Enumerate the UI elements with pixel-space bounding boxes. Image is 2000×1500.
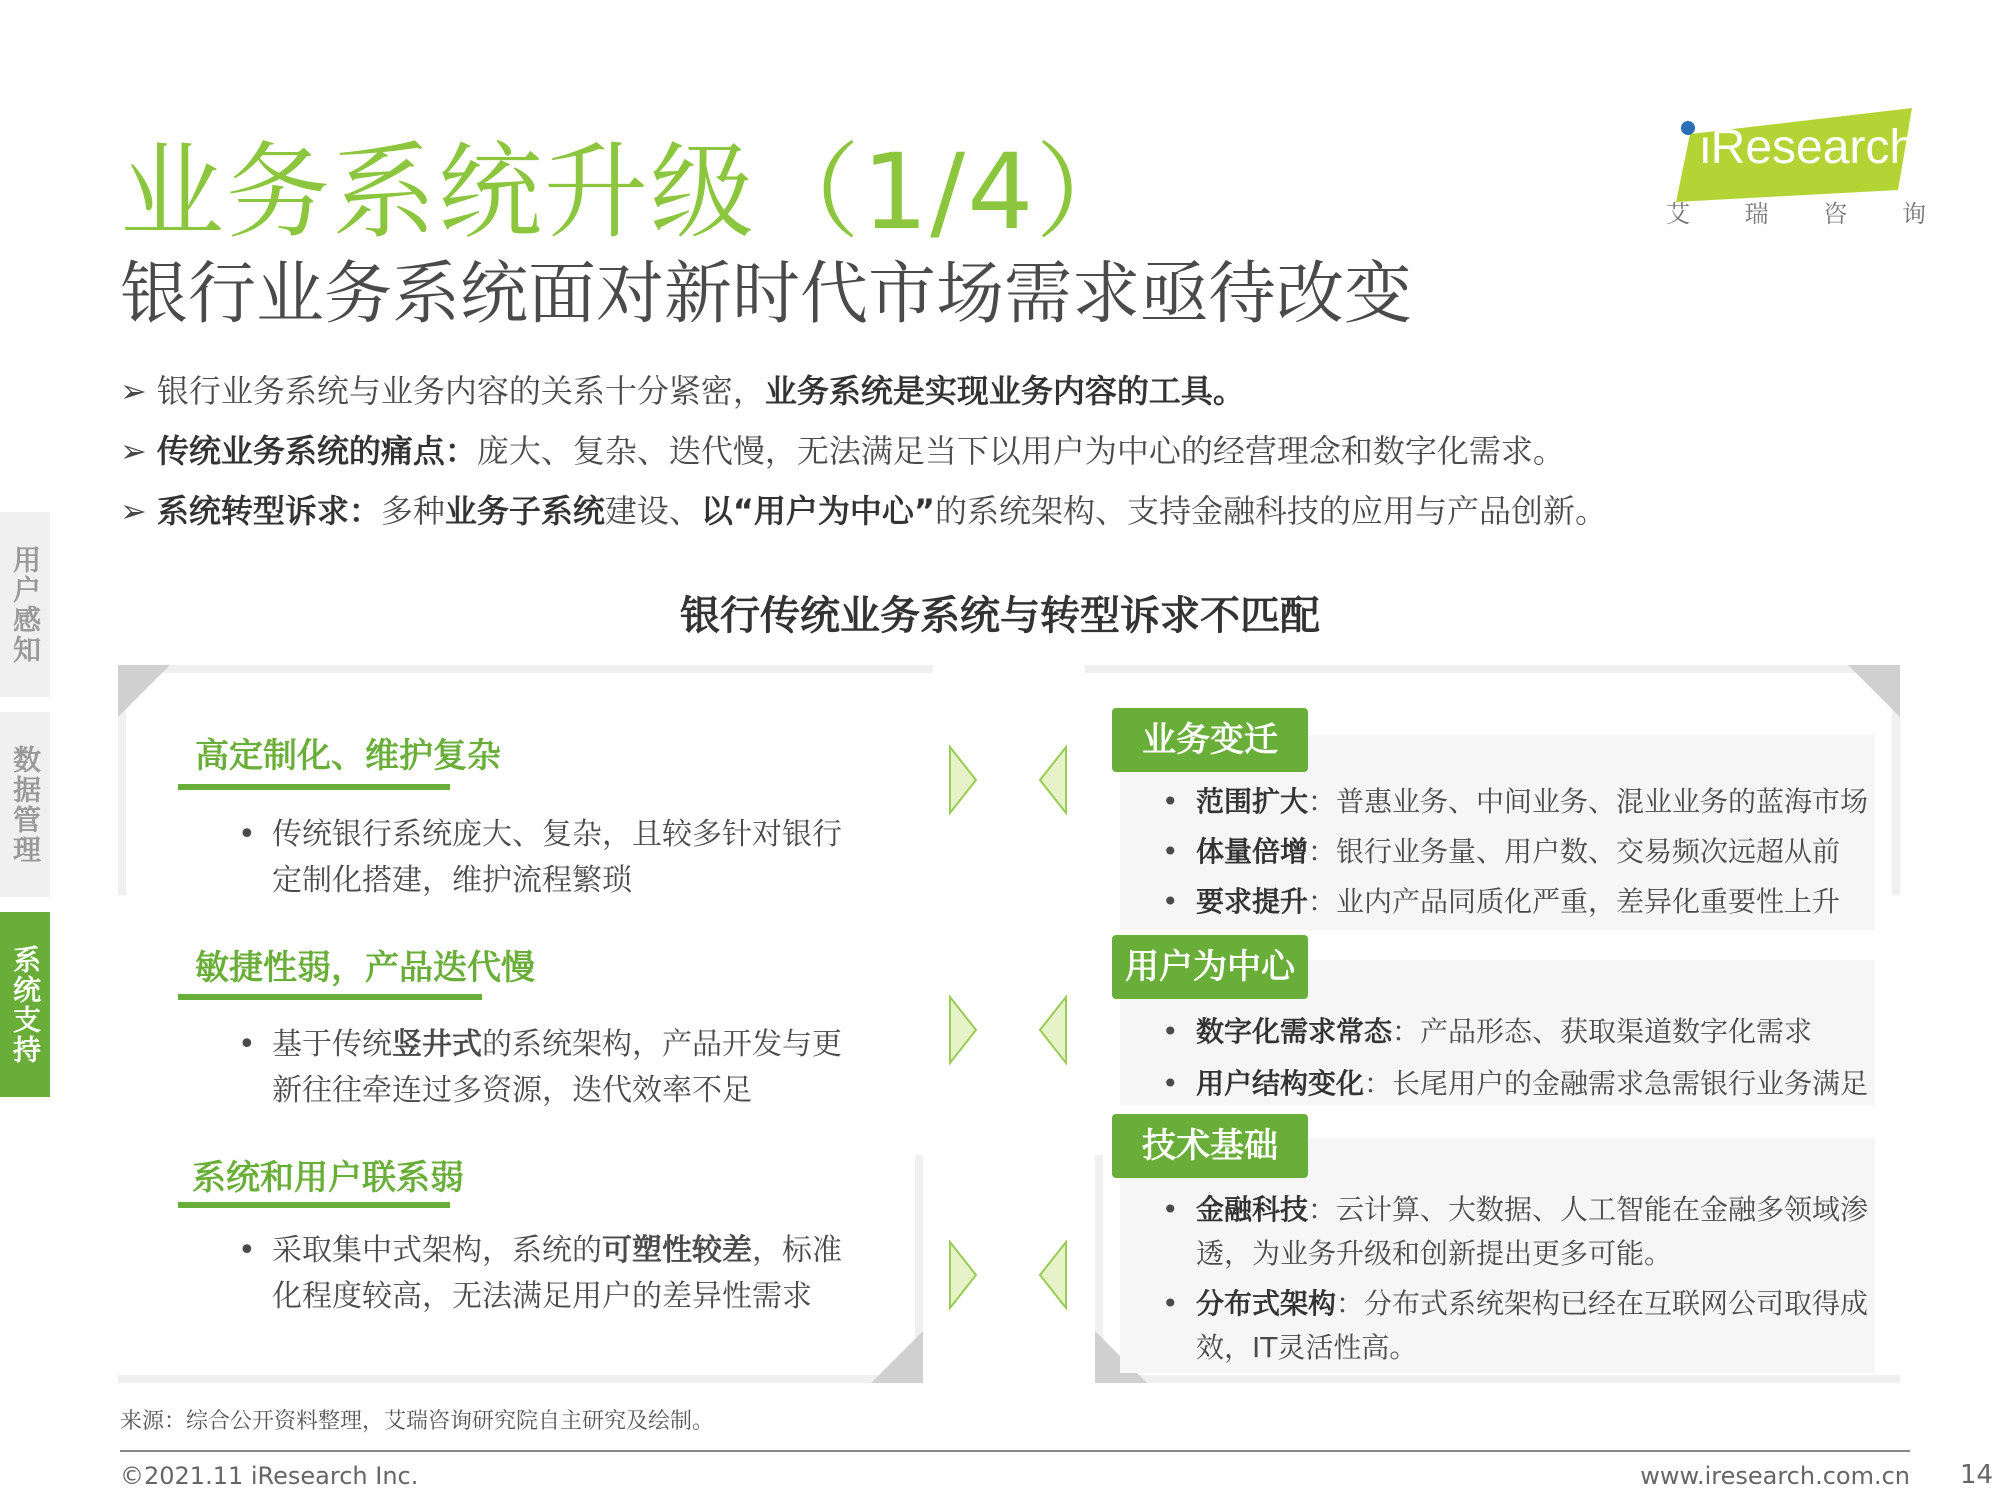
bullet-dot-icon: • bbox=[1162, 885, 1179, 918]
logo-char: 询 bbox=[1901, 200, 1926, 228]
logo-wordmark: iResearch bbox=[1700, 121, 1917, 174]
requirement-line: • 金融科技：云计算、大数据、人工智能在金融多领域渗透，为业务升级和创新提出更多可能。 bbox=[1196, 1188, 1876, 1276]
page-number: 14 bbox=[1960, 1460, 1994, 1490]
bullet-dot-icon: • bbox=[1162, 835, 1179, 868]
pain-point-heading: 高定制化、维护复杂 bbox=[195, 736, 501, 776]
bullet-dot-icon: • bbox=[1162, 1193, 1179, 1226]
panel-border-bottom bbox=[1095, 1375, 1900, 1383]
panel-border-bottom bbox=[118, 1375, 923, 1383]
pain-point-desc: • 采取集中式架构，系统的可塑性较差，标准化程度较高，无法满足用户的差异性需求 bbox=[272, 1228, 852, 1320]
requirement-line: • 要求提升：业内产品同质化严重，差异化重要性上升 bbox=[1196, 880, 1876, 924]
side-tab-system-support[interactable]: 系统支持 bbox=[0, 912, 50, 1097]
mismatch-arrows-icon bbox=[948, 995, 1070, 1065]
bullet-dot-icon: • bbox=[1162, 1067, 1179, 1100]
logo-char: 咨 bbox=[1823, 200, 1848, 228]
bullet-dot-icon: • bbox=[238, 1233, 256, 1268]
logo-char: 艾 bbox=[1666, 200, 1690, 228]
requirement-badge: 业务变迁 bbox=[1112, 708, 1308, 772]
copyright-text: ©2021.11 iResearch Inc. bbox=[120, 1462, 419, 1490]
bullet-dot-icon: • bbox=[238, 1027, 256, 1062]
website-link[interactable]: www.iresearch.com.cn bbox=[1640, 1462, 1910, 1490]
heading-underline bbox=[178, 994, 482, 1000]
summary-point: ➢ 传统业务系统的痛点：庞大、复杂、迭代慢，无法满足当下以用户为中心的经营理念和数字化需求。 bbox=[120, 432, 1565, 470]
footer-divider bbox=[120, 1450, 1910, 1452]
bullet-dot-icon: • bbox=[1162, 1015, 1179, 1048]
pain-point-desc: • 传统银行系统庞大、复杂，且较多针对银行定制化搭建，维护流程繁琐 bbox=[272, 812, 852, 904]
corner-triangle-icon bbox=[118, 665, 170, 717]
logo-char: 瑞 bbox=[1744, 200, 1769, 228]
requirement-line: • 分布式架构：分布式系统架构已经在互联网公司取得成效，IT灵活性高。 bbox=[1196, 1282, 1876, 1370]
page-subtitle: 银行业务系统面对新时代市场需求亟待改变 bbox=[120, 255, 1413, 334]
requirement-line: • 数字化需求常态：产品形态、获取渠道数字化需求 bbox=[1196, 1010, 1876, 1054]
heading-underline bbox=[178, 1202, 450, 1208]
requirement-line: • 用户结构变化：长尾用户的金融需求急需银行业务满足 bbox=[1196, 1062, 1876, 1106]
source-note: 来源：综合公开资料整理，艾瑞咨询研究院自主研究及绘制。 bbox=[120, 1409, 715, 1434]
panel-border-top bbox=[118, 665, 933, 673]
heading-underline bbox=[178, 784, 450, 790]
requirement-line: • 范围扩大：普惠业务、中间业务、混业业务的蓝海市场 bbox=[1196, 780, 1876, 824]
pain-point-heading: 敏捷性弱，产品迭代慢 bbox=[195, 948, 535, 988]
diagram-title: 银行传统业务系统与转型诉求不匹配 bbox=[680, 593, 1320, 639]
panel-border-top bbox=[1085, 665, 1900, 673]
requirement-badge: 技术基础 bbox=[1112, 1114, 1308, 1178]
pain-point-heading: 系统和用户联系弱 bbox=[192, 1158, 464, 1198]
bullet-dot-icon: • bbox=[1162, 1287, 1179, 1320]
bullet-dot-icon: • bbox=[1162, 785, 1179, 818]
bullet-dot-icon: • bbox=[238, 817, 256, 852]
corner-triangle-icon bbox=[871, 1331, 923, 1383]
arrow-bullet-icon: ➢ bbox=[120, 492, 147, 530]
requirement-line: • 体量倍增：银行业务量、用户数、交易频次远超从前 bbox=[1196, 830, 1876, 874]
logo-chinese-name bbox=[1666, 194, 1926, 229]
page-title: 业务系统升级（1/4） bbox=[120, 131, 1142, 253]
arrow-bullet-icon: ➢ bbox=[120, 432, 147, 470]
corner-triangle-icon bbox=[1848, 665, 1900, 717]
side-tab-data-management[interactable]: 数据管理 bbox=[0, 712, 50, 897]
side-tab-user-perception[interactable]: 用户感知 bbox=[0, 512, 50, 697]
arrow-bullet-icon: ➢ bbox=[120, 372, 147, 410]
mismatch-arrows-icon bbox=[948, 745, 1070, 815]
summary-point: ➢ 系统转型诉求：多种业务子系统建设、以“用户为中心”的系统架构、支持金融科技的应用与产品创新。 bbox=[120, 492, 1607, 530]
requirement-badge: 用户为中心 bbox=[1112, 935, 1308, 999]
mismatch-arrows-icon bbox=[948, 1240, 1070, 1310]
summary-point: ➢ 银行业务系统与业务内容的关系十分紧密，业务系统是实现业务内容的工具。 bbox=[120, 372, 1245, 410]
pain-point-desc: • 基于传统竖井式的系统架构，产品开发与更新往往牵连过多资源，迭代效率不足 bbox=[272, 1022, 852, 1114]
